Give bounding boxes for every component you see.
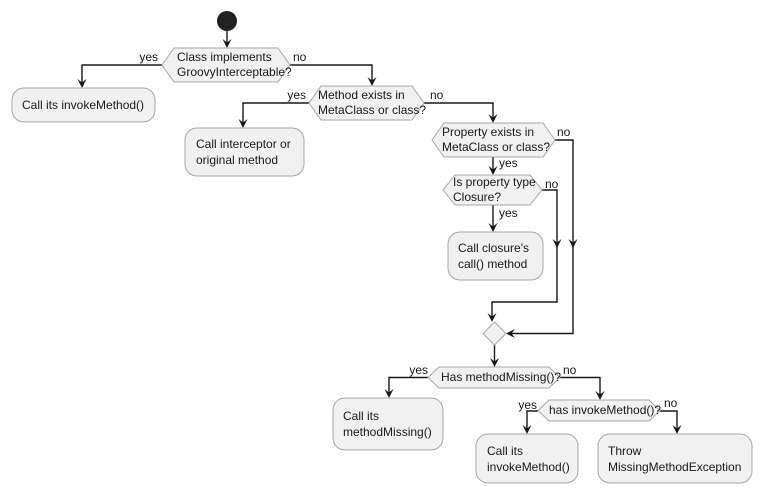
label-missing-no: no — [563, 363, 577, 377]
activity-call-interceptor — [185, 128, 304, 176]
label-missing-yes: yes — [409, 363, 428, 377]
activity-call-closures-call — [448, 232, 543, 280]
merge-diamond — [483, 322, 506, 345]
decision-is-property-closure — [443, 175, 542, 205]
activity-invoke-bottom-line2: invokeMethod() — [487, 459, 570, 474]
activity-missing-line2: methodMissing() — [343, 425, 432, 439]
label-invoke-yes: yes — [518, 398, 537, 412]
activity-closure-line2: call() method — [458, 257, 528, 271]
label-closure-no: no — [545, 177, 559, 191]
decision-closure-line2: Closure? — [453, 190, 502, 204]
edge-missing-no — [560, 378, 600, 399]
activity-interceptor-line1: Call interceptor or — [196, 137, 291, 151]
label-closure-yes: yes — [499, 206, 518, 220]
label-method-yes: yes — [287, 88, 306, 102]
decision-property-line1: Property exists in — [442, 125, 535, 139]
activity-call-its-invokemethod-top — [12, 88, 155, 122]
activity-throw-line1: Throw — [608, 443, 642, 458]
decision-groovy-line1: Class implements — [177, 50, 272, 64]
label-invoke-no: no — [664, 396, 678, 410]
decision-method-exists — [309, 86, 427, 120]
activity-missing-line1: Call its — [343, 409, 380, 423]
activity-interceptor-line2: original method — [196, 153, 279, 167]
label-property-yes: yes — [499, 156, 518, 170]
decision-property-exists — [432, 123, 555, 157]
edge-missing-yes — [389, 378, 428, 397]
edge-method-no — [424, 103, 493, 121]
edge-method-yes — [243, 103, 309, 126]
activity-invoke-top-line1: Call its invokeMethod() — [22, 98, 145, 112]
activity-closure-line1: Call closure's — [458, 241, 529, 255]
decision-groovy-interceptable — [162, 48, 290, 82]
decision-property-line2: MetaClass or class? — [442, 140, 551, 154]
decision-has-invokemethod — [538, 400, 660, 421]
edge-groovy-yes — [82, 65, 162, 86]
label-property-no: no — [557, 125, 571, 139]
decision-invoke-line1: has invokeMethod()? — [549, 403, 662, 417]
label-method-no: no — [430, 88, 444, 102]
activity-call-its-invokemethod-bottom — [476, 434, 578, 483]
label-groovy-no: no — [293, 50, 307, 64]
edge-groovy-no — [290, 65, 372, 84]
activity-throw-missingmethodexception — [598, 434, 752, 483]
decision-has-methodmissing — [428, 367, 560, 388]
activity-call-its-methodmissing — [333, 398, 443, 450]
label-groovy-yes: yes — [139, 50, 158, 64]
start-node — [217, 11, 237, 31]
decision-closure-line1: Is property type — [453, 175, 536, 189]
decision-method-line1: Method exists in — [318, 88, 405, 102]
activity-invoke-bottom-line1: Call its — [487, 443, 524, 458]
decision-groovy-line2: GroovyInterceptable? — [177, 65, 292, 79]
activity-throw-line2: MissingMethodException — [608, 459, 742, 474]
decision-method-line2: MetaClass or class? — [318, 103, 427, 117]
decision-missing-line1: Has methodMissing()? — [441, 370, 562, 384]
